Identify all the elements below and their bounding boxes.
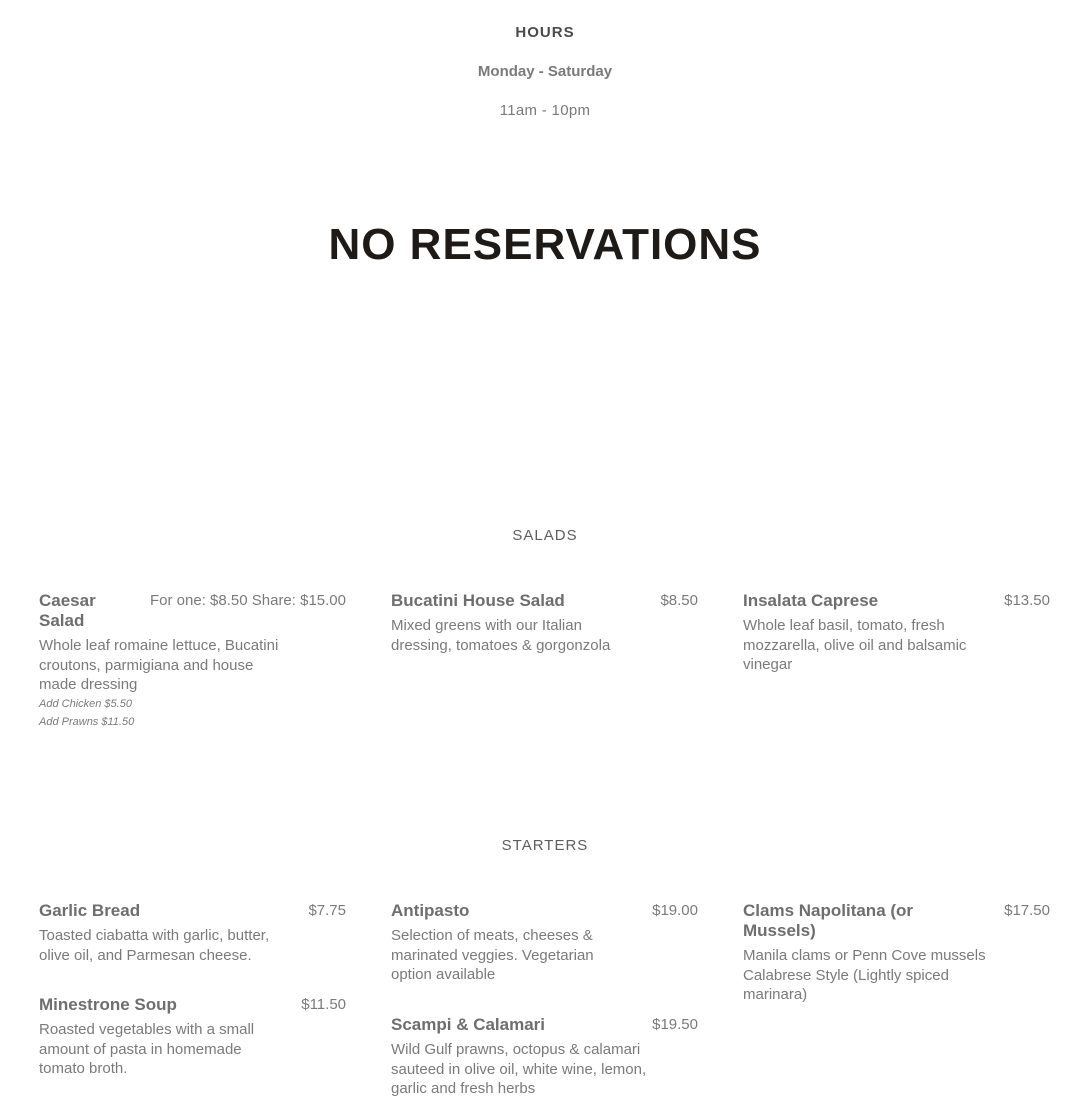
item-price: $11.50: [301, 996, 346, 1013]
item-description: Manila clams or Penn Cove mussels Calabrese Style (Lightly spiced marinara): [743, 947, 986, 1003]
item-name: Antipasto: [391, 901, 470, 920]
menu-item-antipasto: [391, 901, 698, 985]
item-addon: Add Chicken $5.50: [39, 697, 132, 710]
item-price: $19.50: [652, 1016, 698, 1033]
menu-item-clams-napolitana: [743, 901, 1050, 1005]
item-price: $17.50: [1004, 902, 1050, 919]
item-description: Selection of meats, cheeses & marinated veggies. Vegetarian option available: [391, 927, 594, 983]
menu-item-bucatini-house-salad: [391, 591, 698, 655]
menu-item-insalata-caprese: [743, 591, 1050, 675]
item-name: Garlic Bread: [39, 901, 141, 920]
item-description: Wild Gulf prawns, octopus & calamari sauteed in olive oil, white wine, lemon, garlic and fresh herbs: [391, 1041, 647, 1097]
item-price: $8.50: [660, 592, 698, 609]
menu-item-minestrone-soup: [39, 995, 346, 1079]
hours-days: Monday - Saturday: [477, 63, 613, 80]
item-description: Mixed greens with our Italian dressing, tomatoes & gorgonzola: [391, 617, 611, 654]
item-description: Toasted ciabatta with garlic, butter, olive oil, and Parmesan cheese.: [39, 927, 270, 964]
item-name: Clams Napolitana (or Mussels): [743, 901, 914, 940]
menu-item-caesar-salad: [39, 591, 346, 731]
item-name: Caesar Salad: [39, 591, 96, 630]
no-reservations-notice: NO RESERVATIONS: [328, 220, 762, 269]
item-description: Roasted vegetables with a small amount of pasta in homemade tomato broth.: [39, 1021, 255, 1077]
item-description: Whole leaf basil, tomato, fresh mozzarella, olive oil and balsamic vinegar: [743, 617, 967, 673]
item-name: Bucatini House Salad: [391, 591, 565, 610]
item-name: Insalata Caprese: [743, 591, 879, 610]
starters-section-title: STARTERS: [501, 837, 589, 854]
menu-item-garlic-bread: [39, 901, 346, 965]
item-name: Minestrone Soup: [39, 995, 177, 1014]
item-name: Scampi & Calamari: [391, 1015, 546, 1034]
item-price: $7.75: [308, 902, 346, 919]
item-price: $13.50: [1004, 592, 1050, 609]
item-price: $19.00: [652, 902, 698, 919]
item-addon: Add Prawns $11.50: [39, 715, 135, 728]
item-description: Whole leaf romaine lettuce, Bucatini croutons, parmigiana and house made dressing: [39, 637, 279, 693]
hours-heading: HOURS: [515, 24, 575, 41]
item-price: For one: $8.50 Share: $15.00: [150, 592, 346, 609]
hours-time: 11am - 10pm: [499, 102, 591, 119]
salads-section-title: SALADS: [512, 527, 578, 544]
menu-item-scampi-calamari: [391, 1015, 698, 1099]
